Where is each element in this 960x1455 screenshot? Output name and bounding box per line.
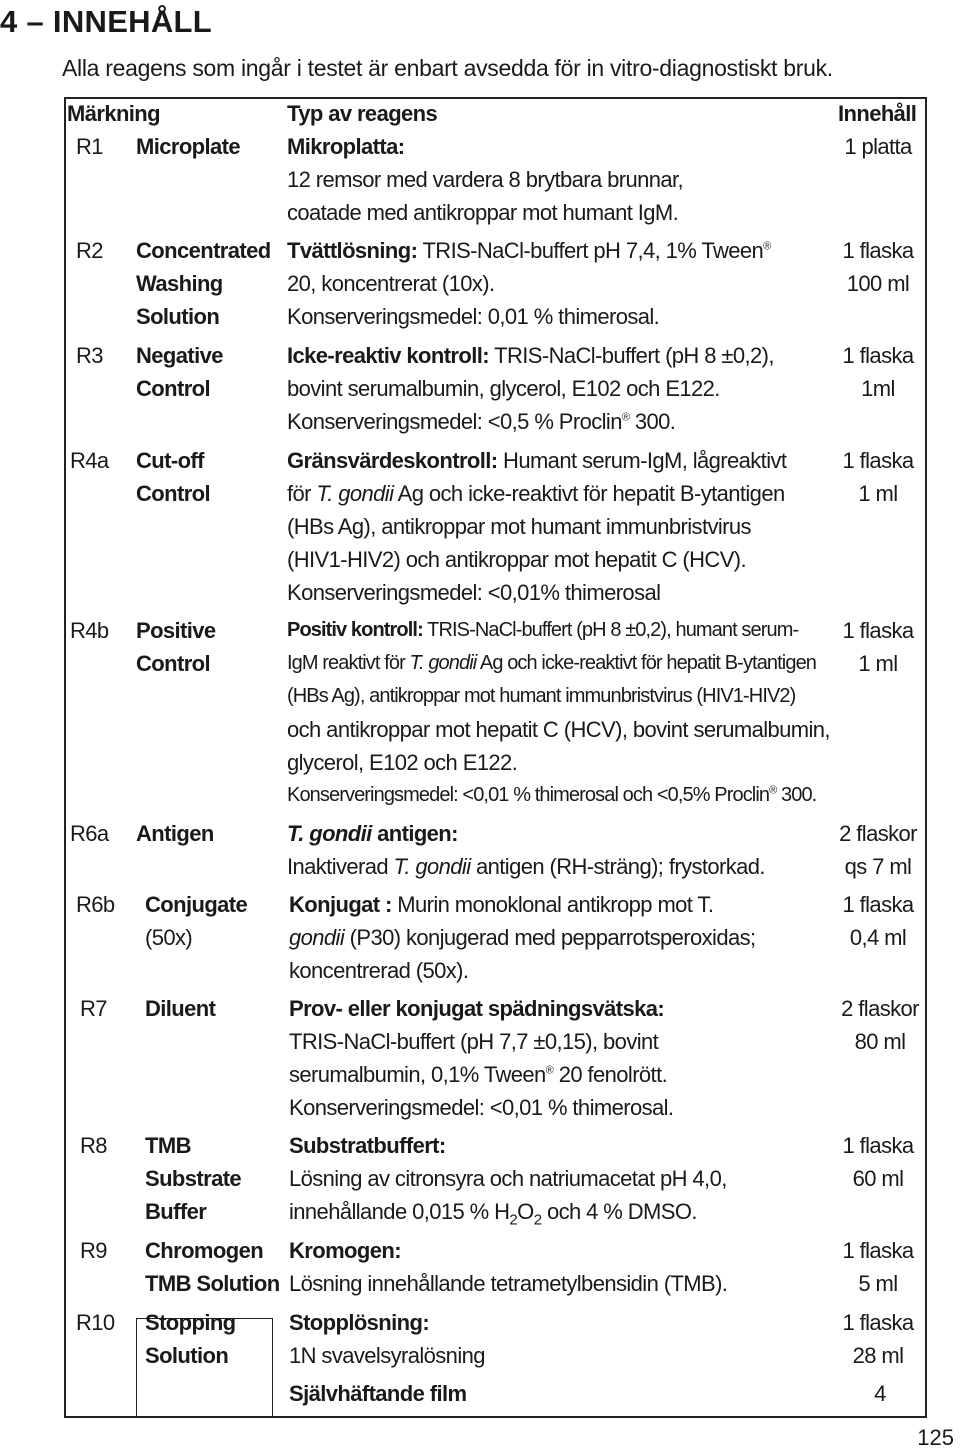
row-content: 1 flaska bbox=[842, 448, 914, 473]
row-name: Washing bbox=[136, 271, 223, 296]
row-code: R9 bbox=[80, 1238, 107, 1263]
section-title: 4 – INNEHÅLL bbox=[0, 4, 213, 39]
row-content: 1 flaska bbox=[842, 1238, 914, 1263]
row-text: Humant serum-IgM, lågreaktivt bbox=[503, 448, 787, 473]
registered-mark: ® bbox=[769, 784, 777, 797]
row-name: Antigen bbox=[136, 821, 214, 846]
registered-mark: ® bbox=[545, 1064, 554, 1077]
row-content: 80 ml bbox=[854, 1029, 906, 1054]
row-line: 1N svavelsyralösning bbox=[289, 1343, 485, 1368]
row-name: Solution bbox=[136, 304, 220, 329]
row-title: Kromogen: bbox=[289, 1238, 401, 1263]
row-content: 1 platta bbox=[844, 134, 912, 159]
row-text: (P30) konjugerad med pepparrotsperoxidas; bbox=[349, 925, 756, 950]
row-text: Konserveringsmedel: <0,01 % thimerosal och <0,5% Proclin bbox=[287, 784, 770, 806]
row-content: 0,4 ml bbox=[849, 925, 907, 950]
row-text: Konserveringsmedel: <0,5 % Proclin bbox=[287, 409, 622, 434]
row-content: 1 flaska bbox=[842, 892, 914, 917]
row-content: qs 7 ml bbox=[844, 854, 912, 879]
row-text: för bbox=[287, 481, 311, 506]
row-name: (50x) bbox=[145, 925, 193, 950]
row-content: 28 ml bbox=[852, 1343, 904, 1368]
row-text: IgM reaktivt för bbox=[287, 652, 405, 674]
row-line: Konserveringsmedel: <0,01 % thimerosal. bbox=[289, 1095, 674, 1120]
row-content: 100 ml bbox=[846, 271, 910, 296]
row-title: Gränsvärdeskontroll: bbox=[287, 448, 498, 473]
row-name: Diluent bbox=[145, 996, 216, 1021]
row-line: 12 remsor med vardera 8 brytbara brunnar, bbox=[287, 167, 684, 192]
row-text: 300. bbox=[634, 409, 676, 434]
row-line: Konserveringsmedel: 0,01 % thimerosal. bbox=[287, 304, 660, 329]
row-text: innehållande 0,015 % H bbox=[289, 1199, 510, 1224]
row-title: Mikroplatta: bbox=[287, 134, 405, 159]
row-name: Concentrated bbox=[136, 238, 271, 263]
row-title: Substratbuffert: bbox=[289, 1133, 446, 1158]
page-number: 125 bbox=[917, 1425, 954, 1450]
row-title: Icke-reaktiv kontroll: bbox=[287, 343, 489, 368]
registered-mark: ® bbox=[621, 411, 630, 424]
row-line: Lösning av citronsyra och natriumacetat pH 4,0, bbox=[289, 1166, 727, 1191]
row-text: Murin monoklonal antikropp mot T. bbox=[397, 892, 714, 917]
row-line: Lösning innehållande tetrametylbensidin (TMB). bbox=[289, 1271, 728, 1296]
row-line bbox=[287, 850, 765, 883]
row-line bbox=[287, 477, 785, 510]
header-code: Märkning bbox=[67, 101, 160, 126]
row-code: R6a bbox=[70, 821, 109, 846]
row-line: 20, koncentrerat (10x). bbox=[287, 271, 495, 296]
organism-name: gondii bbox=[289, 925, 345, 950]
row-content: 1 flaska bbox=[842, 618, 914, 643]
row-line: coatade med antikroppar mot humant IgM. bbox=[287, 200, 679, 225]
row-code: R1 bbox=[76, 134, 103, 159]
row-name: Control bbox=[136, 481, 211, 506]
row-text: TRIS-NaCl-buffert (pH 8 ±0,2), bbox=[494, 343, 774, 368]
row-name: Buffer bbox=[145, 1199, 207, 1224]
row-code: R2 bbox=[76, 238, 103, 263]
subscript: 2 bbox=[533, 1211, 542, 1229]
row-title: antigen: bbox=[377, 821, 458, 846]
row-text: 300. bbox=[781, 784, 817, 806]
row-content: 1 ml bbox=[858, 651, 898, 676]
intro-text: Alla reagens som ingår i testet är enbart avsedda för in vitro-diagnostiskt bruk. bbox=[62, 55, 833, 81]
row-line: Konserveringsmedel: <0,01% thimerosal bbox=[287, 580, 661, 605]
row-line: koncentrerad (50x). bbox=[289, 958, 469, 983]
row-text: 20 fenolrött. bbox=[558, 1062, 668, 1087]
row-line bbox=[287, 614, 798, 647]
row-line bbox=[287, 339, 774, 372]
row-code: R6b bbox=[76, 892, 115, 917]
row-text: antigen (RH-sträng); frystorkad. bbox=[476, 854, 765, 879]
row-code: R4a bbox=[70, 448, 109, 473]
col-divider-1 bbox=[136, 1318, 137, 1418]
row-name: Chromogen bbox=[145, 1238, 264, 1263]
row-code: R3 bbox=[76, 343, 103, 368]
row-line: och antikroppar mot hepatit C (HCV), bovint serumalbumin, bbox=[287, 717, 830, 742]
row-title: Konjugat : bbox=[289, 892, 392, 917]
row-name: Control bbox=[136, 376, 211, 401]
row-text: och 4 % DMSO. bbox=[546, 1199, 697, 1224]
row-line: (HIV1-HIV2) och antikroppar mot hepatit C (HCV). bbox=[287, 547, 747, 572]
organism-name: T. gondii bbox=[393, 854, 471, 879]
row-content: 4 bbox=[874, 1381, 886, 1406]
row-name: Positive bbox=[136, 618, 216, 643]
row-text: serumalbumin, 0,1% Tween bbox=[289, 1062, 546, 1087]
row-title: Tvättlösning: bbox=[287, 238, 418, 263]
row-name: TMB Solution bbox=[145, 1271, 280, 1296]
row-name: Control bbox=[136, 651, 211, 676]
row-text: Inaktiverad bbox=[287, 854, 389, 879]
row-line: (HBs Ag), antikroppar mot humant immunbristvirus bbox=[287, 514, 751, 539]
row-code: R8 bbox=[80, 1133, 107, 1158]
row-line bbox=[287, 405, 675, 438]
row-text: O bbox=[517, 1199, 534, 1224]
row-line bbox=[289, 888, 713, 921]
row-name: Microplate bbox=[136, 134, 241, 159]
col-divider-2 bbox=[272, 1318, 273, 1418]
row-name: Solution bbox=[145, 1343, 229, 1368]
row-content: 2 flaskor bbox=[841, 996, 919, 1021]
row-line: glycerol, E102 och E122. bbox=[287, 750, 518, 775]
organism-name: T. gondii bbox=[409, 652, 477, 674]
row-content: 2 flaskor bbox=[839, 821, 917, 846]
organism-name: T. gondii bbox=[287, 821, 372, 846]
row-text: TRIS-NaCl-buffert (pH 8 ±0,2), humant serum- bbox=[427, 619, 799, 641]
row-name: TMB bbox=[145, 1133, 191, 1158]
row-name: Negative bbox=[136, 343, 223, 368]
organism-name: T. gondii bbox=[316, 481, 394, 506]
row-line bbox=[287, 779, 816, 812]
header-type: Typ av reagens bbox=[287, 101, 438, 126]
row-content: 1 flaska bbox=[842, 343, 914, 368]
row-code: R4b bbox=[70, 618, 109, 643]
row-content: 1 flaska bbox=[842, 238, 914, 263]
row-line: (HBs Ag), antikroppar mot humant immunbristvirus (HIV1-HIV2) bbox=[287, 685, 796, 707]
row-text: Ag och icke-reaktivt för hepatit B-ytantigen bbox=[479, 652, 817, 674]
row-content: 1 flaska bbox=[842, 1310, 914, 1335]
row-content: 1 ml bbox=[858, 481, 898, 506]
row-title: Prov- eller konjugat spädningsvätska: bbox=[289, 996, 665, 1021]
row-code: R7 bbox=[80, 996, 107, 1021]
row-line: bovint serumalbumin, glycerol, E102 och E122. bbox=[287, 376, 720, 401]
row-title: Positiv kontroll: bbox=[287, 619, 423, 641]
row-line bbox=[289, 1058, 667, 1091]
row-title: Självhäftande film bbox=[289, 1381, 467, 1406]
row-name: Substrate bbox=[145, 1166, 242, 1191]
row-content: 5 ml bbox=[858, 1271, 898, 1296]
row-line bbox=[287, 234, 771, 267]
row-name: Conjugate bbox=[145, 892, 248, 917]
row-text: Ag och icke-reaktivt för hepatit B-ytantigen bbox=[397, 481, 785, 506]
header-content: Innehåll bbox=[838, 101, 917, 126]
row-title: Stopplösning: bbox=[289, 1310, 430, 1335]
row-code: R10 bbox=[76, 1310, 115, 1335]
row-content: 1ml bbox=[861, 376, 895, 401]
row-content: 1 flaska bbox=[842, 1133, 914, 1158]
row-line bbox=[287, 647, 816, 680]
row-text: TRIS-NaCl-buffert pH 7,4, 1% Tween bbox=[422, 238, 764, 263]
row-line bbox=[289, 921, 756, 954]
registered-mark: ® bbox=[763, 240, 771, 253]
row-content: 60 ml bbox=[852, 1166, 904, 1191]
row-name: Cut-off bbox=[136, 448, 204, 473]
row-line: TRIS-NaCl-buffert (pH 7,7 ±0,15), bovint bbox=[289, 1029, 659, 1054]
row-name: Stopping bbox=[145, 1310, 236, 1335]
row-line bbox=[287, 444, 786, 477]
row-line bbox=[287, 817, 458, 850]
row-line bbox=[289, 1195, 697, 1228]
subscript: 2 bbox=[509, 1211, 518, 1229]
